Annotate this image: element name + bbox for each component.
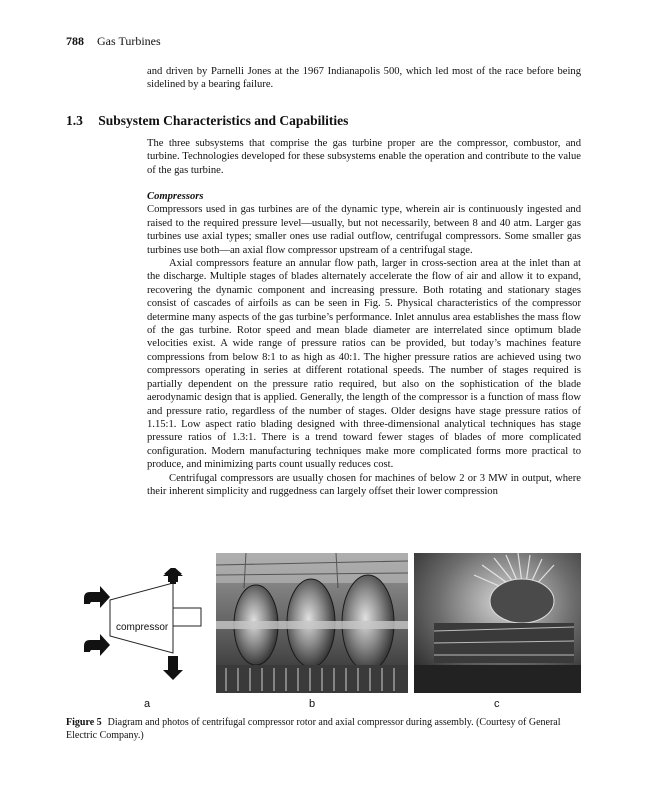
intro-text	[147, 65, 581, 92]
panel-label-b: b	[309, 698, 316, 710]
rotor-photo	[216, 553, 408, 693]
diagram-label: compressor	[116, 622, 169, 633]
inlet-arrow-bottom-icon	[84, 634, 110, 656]
body-paragraph-2: Axial compressors feature an annular flow path, larger in cross-section area at the inlet than at the discharge. Multiple stages of blades alternately accelerate the flow of air and allow it to expand, recovering the dynamic component and increasing pressure. Both rotating and stationary stages consist of cascades of airfoils as can be seen in Fig. 5. Physical characteristics of the compressor determine many aspects of the gas turbine’s performance. Inlet annulus area establishes the mass flow of the gas turbine. Rotor speed and mean blade diameter are interrelated since optimum blade velocities exist. A wide range of pressure ratios can be provided, but today’s machines feature compressions from below 8:1 to as high as 40:1. The higher pressure ratios are achieved using two compressors operating in series at different rotational speeds. The number of stages required is partially dependent on the pressure ratio required, but also on the sophistication of the blade aerodynamic design that is applied. Generally, the length of the compressor is a function of mass flow and pressure ratio, regardless of the number of stages. Older designs have stage pressure ratios of 1.15:1. Low aspect ratio blading designed with three-dimensional analytical techniques has stage pressure ratios of 1.3:1. There is a trend toward fewer stages of blades of more complicated configuration. Modern manufacturing techniques make more complicated forms more practical to produce, and minimizing parts count usually reduces cost.	[147, 258, 581, 471]
compressor-diagram	[80, 568, 210, 690]
compressor-shaft-shape	[173, 608, 201, 626]
intro-paragraph: and driven by Parnelli Jones at the 1967 Indianapolis 500, which led most of the race before being sidelined by a bearing failure.	[147, 66, 581, 91]
section-number: 1.3	[66, 113, 83, 128]
subsection-title: Compressors	[147, 191, 204, 202]
compressors-body	[147, 190, 581, 498]
section-paragraph: The three subsystems that comprise the gas turbine proper are the compressor, combustor, and turbine. Technologies developed for these subsystems enable the operation and contribute to the value of the gas turbine.	[147, 138, 581, 176]
page-number: 788	[66, 34, 84, 48]
compressor-body-shape	[110, 583, 173, 653]
figure-caption	[66, 716, 581, 742]
axial-compressor-photo	[414, 553, 581, 693]
panel-label-a: a	[144, 698, 151, 710]
section-title: Subsystem Characteristics and Capabilities	[98, 113, 349, 128]
inlet-arrow-top-icon	[84, 586, 110, 608]
section-heading	[66, 113, 348, 129]
section-intro-text	[147, 137, 581, 177]
caption-text: Diagram and photos of centrifugal compressor rotor and axial compressor during assembly. (Courtesy of General Electric Company.)	[66, 717, 561, 741]
outlet-arrow-bottom-icon	[163, 656, 183, 680]
panel-label-c: c	[494, 698, 500, 710]
running-header	[66, 34, 161, 49]
caption-label: Figure 5	[66, 717, 102, 728]
body-paragraph-3: Centrifugal compressors are usually chosen for machines of below 2 or 3 MW in output, where their inherent simplicity and ruggedness can largely offset their lower compression	[147, 472, 581, 497]
body-paragraph-1: Compressors used in gas turbines are of the dynamic type, wherein air is continuously ingested and raised to the required pressure level—usually, but not necessarily, between 8 and 40 atm. Larger gas turbines use axial types; smaller ones use radial outflow, centrifugal compressors. Some smaller gas turbines use both—an axial flow compressor upstream of a centrifugal stage.	[147, 204, 581, 256]
running-title: Gas Turbines	[97, 34, 161, 48]
outlet-arrow-top-icon	[163, 568, 183, 584]
